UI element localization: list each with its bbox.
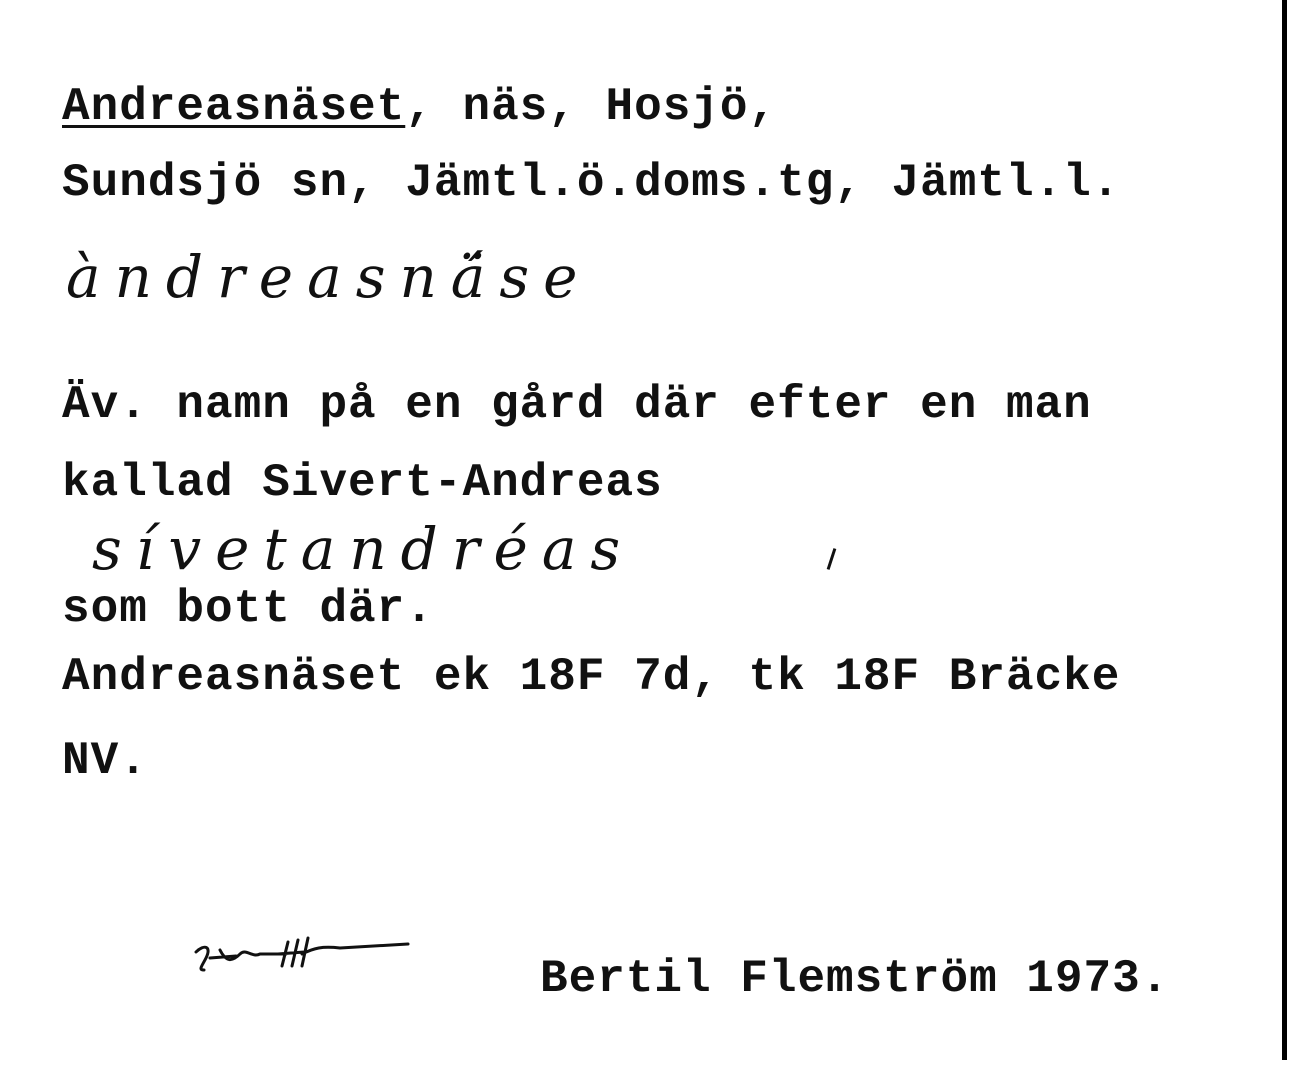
entry-line-7: NV. <box>62 735 148 787</box>
entry-line-4: kallad Sivert-Andreas <box>62 457 663 509</box>
card-edge-line <box>1282 0 1287 1060</box>
handwritten-pronunciation-1: àndreasnä́se <box>66 243 592 311</box>
entry-line-2: Sundsjö sn, Jämtl.ö.doms.tg, Jämtl.l. <box>62 157 1121 209</box>
entry-line-5: som bott där. <box>62 583 434 635</box>
entry-line-1 <box>62 81 778 133</box>
signature-line: Bertil Flemström 1973. <box>540 953 1170 1005</box>
handwritten-scribble <box>190 936 420 986</box>
handwritten-mark <box>827 548 837 570</box>
headword: Andreasnäset <box>62 81 406 133</box>
headword-description: , näs, Hosjö, <box>405 81 778 133</box>
entry-line-3: Äv. namn på en gård där efter en man <box>62 379 1092 431</box>
entry-line-6: Andreasnäset ek 18F 7d, tk 18F Bräcke <box>62 651 1121 703</box>
handwritten-pronunciation-2: sívetandréas <box>92 515 635 583</box>
